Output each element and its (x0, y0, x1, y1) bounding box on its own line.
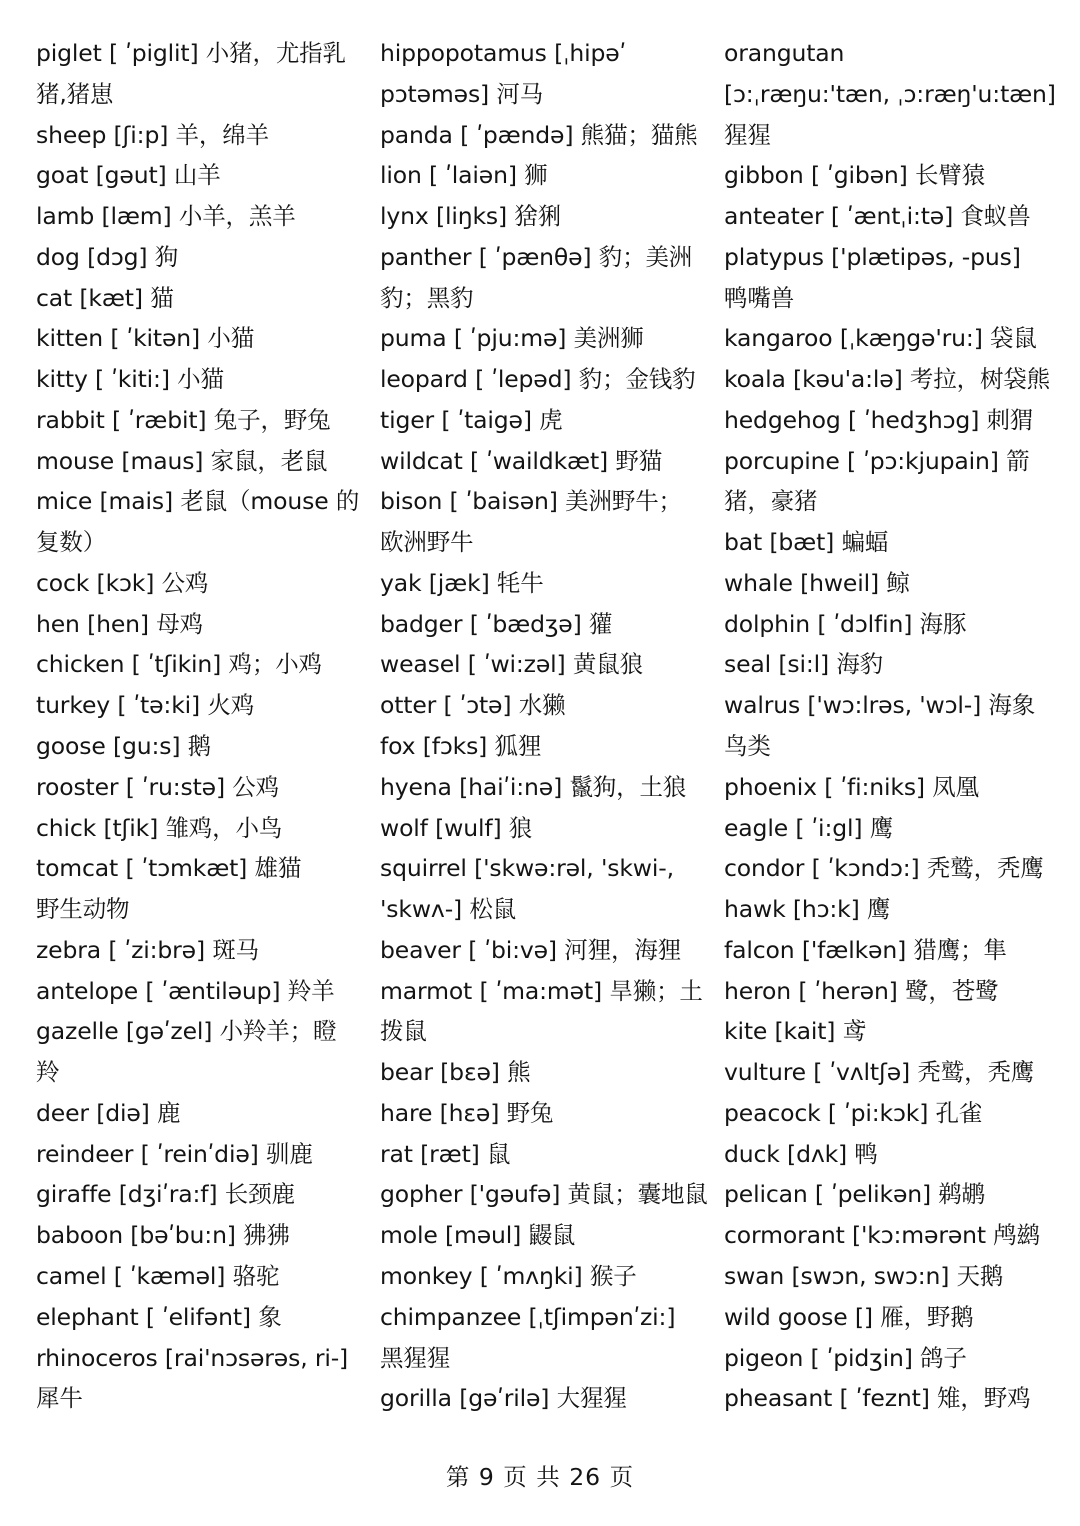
vocab-line: panda [ ʹpændə] 熊猫；猫熊 (380, 120, 698, 149)
column-2 (380, 33, 710, 1419)
vocab-line: antelope [ ʹæntiləup] 羚羊 (36, 976, 335, 1005)
vocab-line: marmot [ ʹma:mət] 旱獭；土 (380, 976, 703, 1005)
vocab-line: 犀牛 (36, 1384, 83, 1413)
vocab-line: bison [ ʹbaisən] 美洲野牛； (380, 487, 682, 516)
vocab-line: reindeer [ ʹreinʹdiə] 驯鹿 (36, 1139, 313, 1168)
vocab-line: rhinoceros [rai'nɔsərəs, ri-] (36, 1343, 349, 1372)
vocab-line: eagle [ ʹi:gl] 鹰 (724, 813, 894, 842)
page-footer: 第 9 页 共 26 页 (445, 1463, 635, 1491)
vocab-line: monkey [ ʹmʌŋki] 猴子 (380, 1261, 637, 1290)
vocab-line: pɔtəməs] 河马 (380, 79, 544, 108)
vocab-line: zebra [ ʹzi:brə] 斑马 (36, 935, 260, 964)
column-1 (36, 33, 366, 1419)
vocab-line: vulture [ ʹvʌltʃə] 秃鹫，秃鹰 (724, 1058, 1035, 1087)
vocab-line: 拨鼠 (380, 1017, 427, 1046)
vocab-line: phoenix [ ʹfi:niks] 凤凰 (724, 772, 979, 801)
vocab-line: kitty [ ʹkiti:] 小猫 (36, 365, 224, 394)
vocab-line: duck [dʌk] 鸭 (724, 1139, 878, 1168)
vocab-line: pigeon [ ʹpidʒin] 鸽子 (724, 1343, 967, 1372)
vocab-line: pheasant [ ʹfeznt] 雉，野鸡 (724, 1384, 1031, 1413)
vocab-line: seal [si:l] 海豹 (724, 650, 884, 679)
vocab-line: walrus ['wɔ:lrəs, 'wɔl-] 海象 (724, 691, 1036, 720)
vocab-line: 猪，豪猪 (724, 487, 818, 516)
vocab-line: anteater [ ʹæntˌi:tə] 食蚁兽 (724, 202, 1031, 231)
vocab-line: chick [tʃik] 雏鸡，小鸟 (36, 813, 283, 842)
vocab-line: hawk [hɔ:k] 鹰 (724, 895, 891, 924)
vocab-line: fox [fɔks] 狐狸 (380, 732, 542, 761)
vocab-line: weasel [ ʹwi:zəl] 黄鼠狼 (380, 650, 643, 679)
vocab-line: 复数） (36, 528, 107, 557)
vocab-line: leopard [ ʹlepəd] 豹；金钱豹 (380, 365, 696, 394)
vocab-line: cat [kæt] 猫 (36, 283, 174, 312)
vocab-line: bat [bæt] 蝙蝠 (724, 528, 889, 557)
vocab-line: wildcat [ ʹwaildkæt] 野猫 (380, 446, 663, 475)
vocab-line: dolphin [ ʹdɔlfin] 海豚 (724, 609, 967, 638)
vocab-line: squirrel ['skwə:rəl, 'skwi-, (380, 854, 674, 883)
vocab-line: rooster [ ʹru:stə] 公鸡 (36, 772, 280, 801)
vocab-line: gazelle [gəʹzel] 小羚羊；瞪 (36, 1017, 337, 1046)
vocab-line: 鸟类 (724, 732, 771, 761)
vocab-line: platypus ['plætipəs, -pus] (724, 242, 1021, 271)
vocab-line: pelican [ ʹpelikən] 鹈鹕 (724, 1180, 986, 1209)
vocab-line: turkey [ ʹtə:ki] 火鸡 (36, 691, 255, 720)
vocab-line: hedgehog [ ʹhedʒhɔg] 刺猬 (724, 405, 1034, 434)
vocab-line: lynx [liŋks] 猞猁 (380, 202, 562, 231)
vocab-line: hen [hen] 母鸡 (36, 609, 203, 638)
vocab-line: panther [ ʹpænθə] 豹；美洲 (380, 242, 693, 271)
vocab-line: badger [ ʹbædʒə] 獾 (380, 609, 613, 638)
vocab-line: rat [ræt] 鼠 (380, 1139, 511, 1168)
vocab-line: wolf [wulf] 狼 (380, 813, 533, 842)
vocab-line: deer [diə] 鹿 (36, 1098, 181, 1127)
vocab-line: tomcat [ ʹtɔmkæt] 雄猫 (36, 854, 302, 883)
vocab-line: dog [dɔg] 狗 (36, 242, 179, 271)
vocab-line: hippopotamus [ˌhipəʹ (380, 39, 627, 67)
vocab-line: koala [kəu'a:lə] 考拉，树袋熊 (724, 365, 1051, 394)
vocab-line: swan [swɔn, swɔ:n] 天鹅 (724, 1261, 1004, 1290)
column-3 (724, 33, 1054, 1419)
vocab-line: elephant [ ʹelifənt] 象 (36, 1302, 282, 1331)
vocab-line: rabbit [ ʹræbit] 兔子，野兔 (36, 405, 331, 434)
vocab-line: condor [ ʹkɔndɔ:] 秃鹫，秃鹰 (724, 854, 1044, 883)
vocab-line: goose [gu:s] 鹅 (36, 732, 212, 761)
vocab-line: 豹；黑豹 (380, 283, 474, 312)
vocab-line: chimpanzee [ˌtʃimpənʹzi:] (380, 1302, 676, 1331)
vocab-line: kite [kait] 鸢 (724, 1017, 866, 1046)
vocab-line: tiger [ ʹtaigə] 虎 (380, 405, 563, 434)
vocab-line: sheep [ʃi:p] 羊，绵羊 (36, 120, 269, 149)
vocab-line: puma [ ʹpju:mə] 美洲狮 (380, 324, 644, 353)
vocab-line: [ɔ:ˌræŋu:'tæn, ˌɔ:ræŋ'u:tæn] (724, 79, 1056, 108)
vocab-line: 羚 (36, 1058, 60, 1087)
vocab-line: heron [ ʹherən] 鹭，苍鹭 (724, 976, 999, 1005)
vocab-line: lamb [læm] 小羊，羔羊 (36, 202, 296, 231)
vocab-line: peacock [ ʹpi:kɔk] 孔雀 (724, 1098, 983, 1127)
vocab-line: 鸭嘴兽 (724, 283, 795, 312)
vocab-line: gorilla [gəʹrilə] 大猩猩 (380, 1384, 627, 1413)
vocab-line: whale [hweil] 鲸 (724, 568, 910, 597)
vocab-line: kitten [ ʹkitən] 小猫 (36, 324, 255, 353)
vocab-line: 猩猩 (724, 120, 771, 149)
vocab-line: giraffe [dʒiʹra:f] 长颈鹿 (36, 1180, 295, 1209)
vocab-line: kangaroo [ˌkæŋgə'ru:] 袋鼠 (724, 324, 1037, 353)
vocab-line: wild goose [] 雁，野鹅 (724, 1302, 974, 1331)
vocab-line: goat [gəut] 山羊 (36, 161, 221, 190)
vocab-line: 'skwʌ-] 松鼠 (380, 895, 517, 924)
vocab-line: baboon [bəʹbu:n] 狒狒 (36, 1221, 290, 1250)
vocab-line: cormorant ['kɔ:mərənt 鸬鹚 (724, 1221, 1040, 1250)
vocab-line: cock [kɔk] 公鸡 (36, 568, 209, 597)
vocab-line: falcon ['fælkən] 猎鹰；隼 (724, 935, 1007, 964)
vocab-line: beaver [ ʹbi:və] 河狸，海狸 (380, 935, 682, 964)
vocab-line: 黑猩猩 (380, 1343, 451, 1372)
vocab-line: piglet [ ʹpiglit] 小猪，尤指乳 (36, 39, 346, 67)
vocab-line: mouse [maus] 家鼠，老鼠 (36, 446, 328, 475)
vocab-line: porcupine [ ʹpɔ:kjupain] 箭 (724, 446, 1030, 475)
vocab-line: chicken [ ʹtʃikin] 鸡；小鸡 (36, 650, 322, 679)
vocab-line: yak [jæk] 牦牛 (380, 568, 544, 597)
vocab-line: mice [mais] 老鼠（mouse 的 (36, 487, 360, 516)
vocab-line: gopher ['gəufə] 黄鼠；囊地鼠 (380, 1180, 708, 1209)
vocab-line: mole [məul] 鼹鼠 (380, 1221, 576, 1250)
vocab-line: bear [bεə] 熊 (380, 1058, 531, 1087)
vocab-line: 野生动物 (36, 895, 130, 924)
vocab-line: orangutan (724, 39, 845, 67)
vocab-line: camel [ ʹkæməl] 骆驼 (36, 1261, 280, 1290)
vocab-line: lion [ ʹlaiən] 狮 (380, 161, 548, 190)
vocab-line: gibbon [ ʹgibən] 长臂猿 (724, 161, 986, 190)
vocab-line: 猪,猪崽 (36, 79, 114, 108)
vocab-line: 欧洲野牛 (380, 528, 474, 557)
vocab-line: hare [hεə] 野兔 (380, 1098, 554, 1127)
vocab-line: hyena [haiʹi:nə] 鬣狗，土狼 (380, 772, 687, 801)
vocab-line: otter [ ʹɔtə] 水獭 (380, 691, 566, 720)
